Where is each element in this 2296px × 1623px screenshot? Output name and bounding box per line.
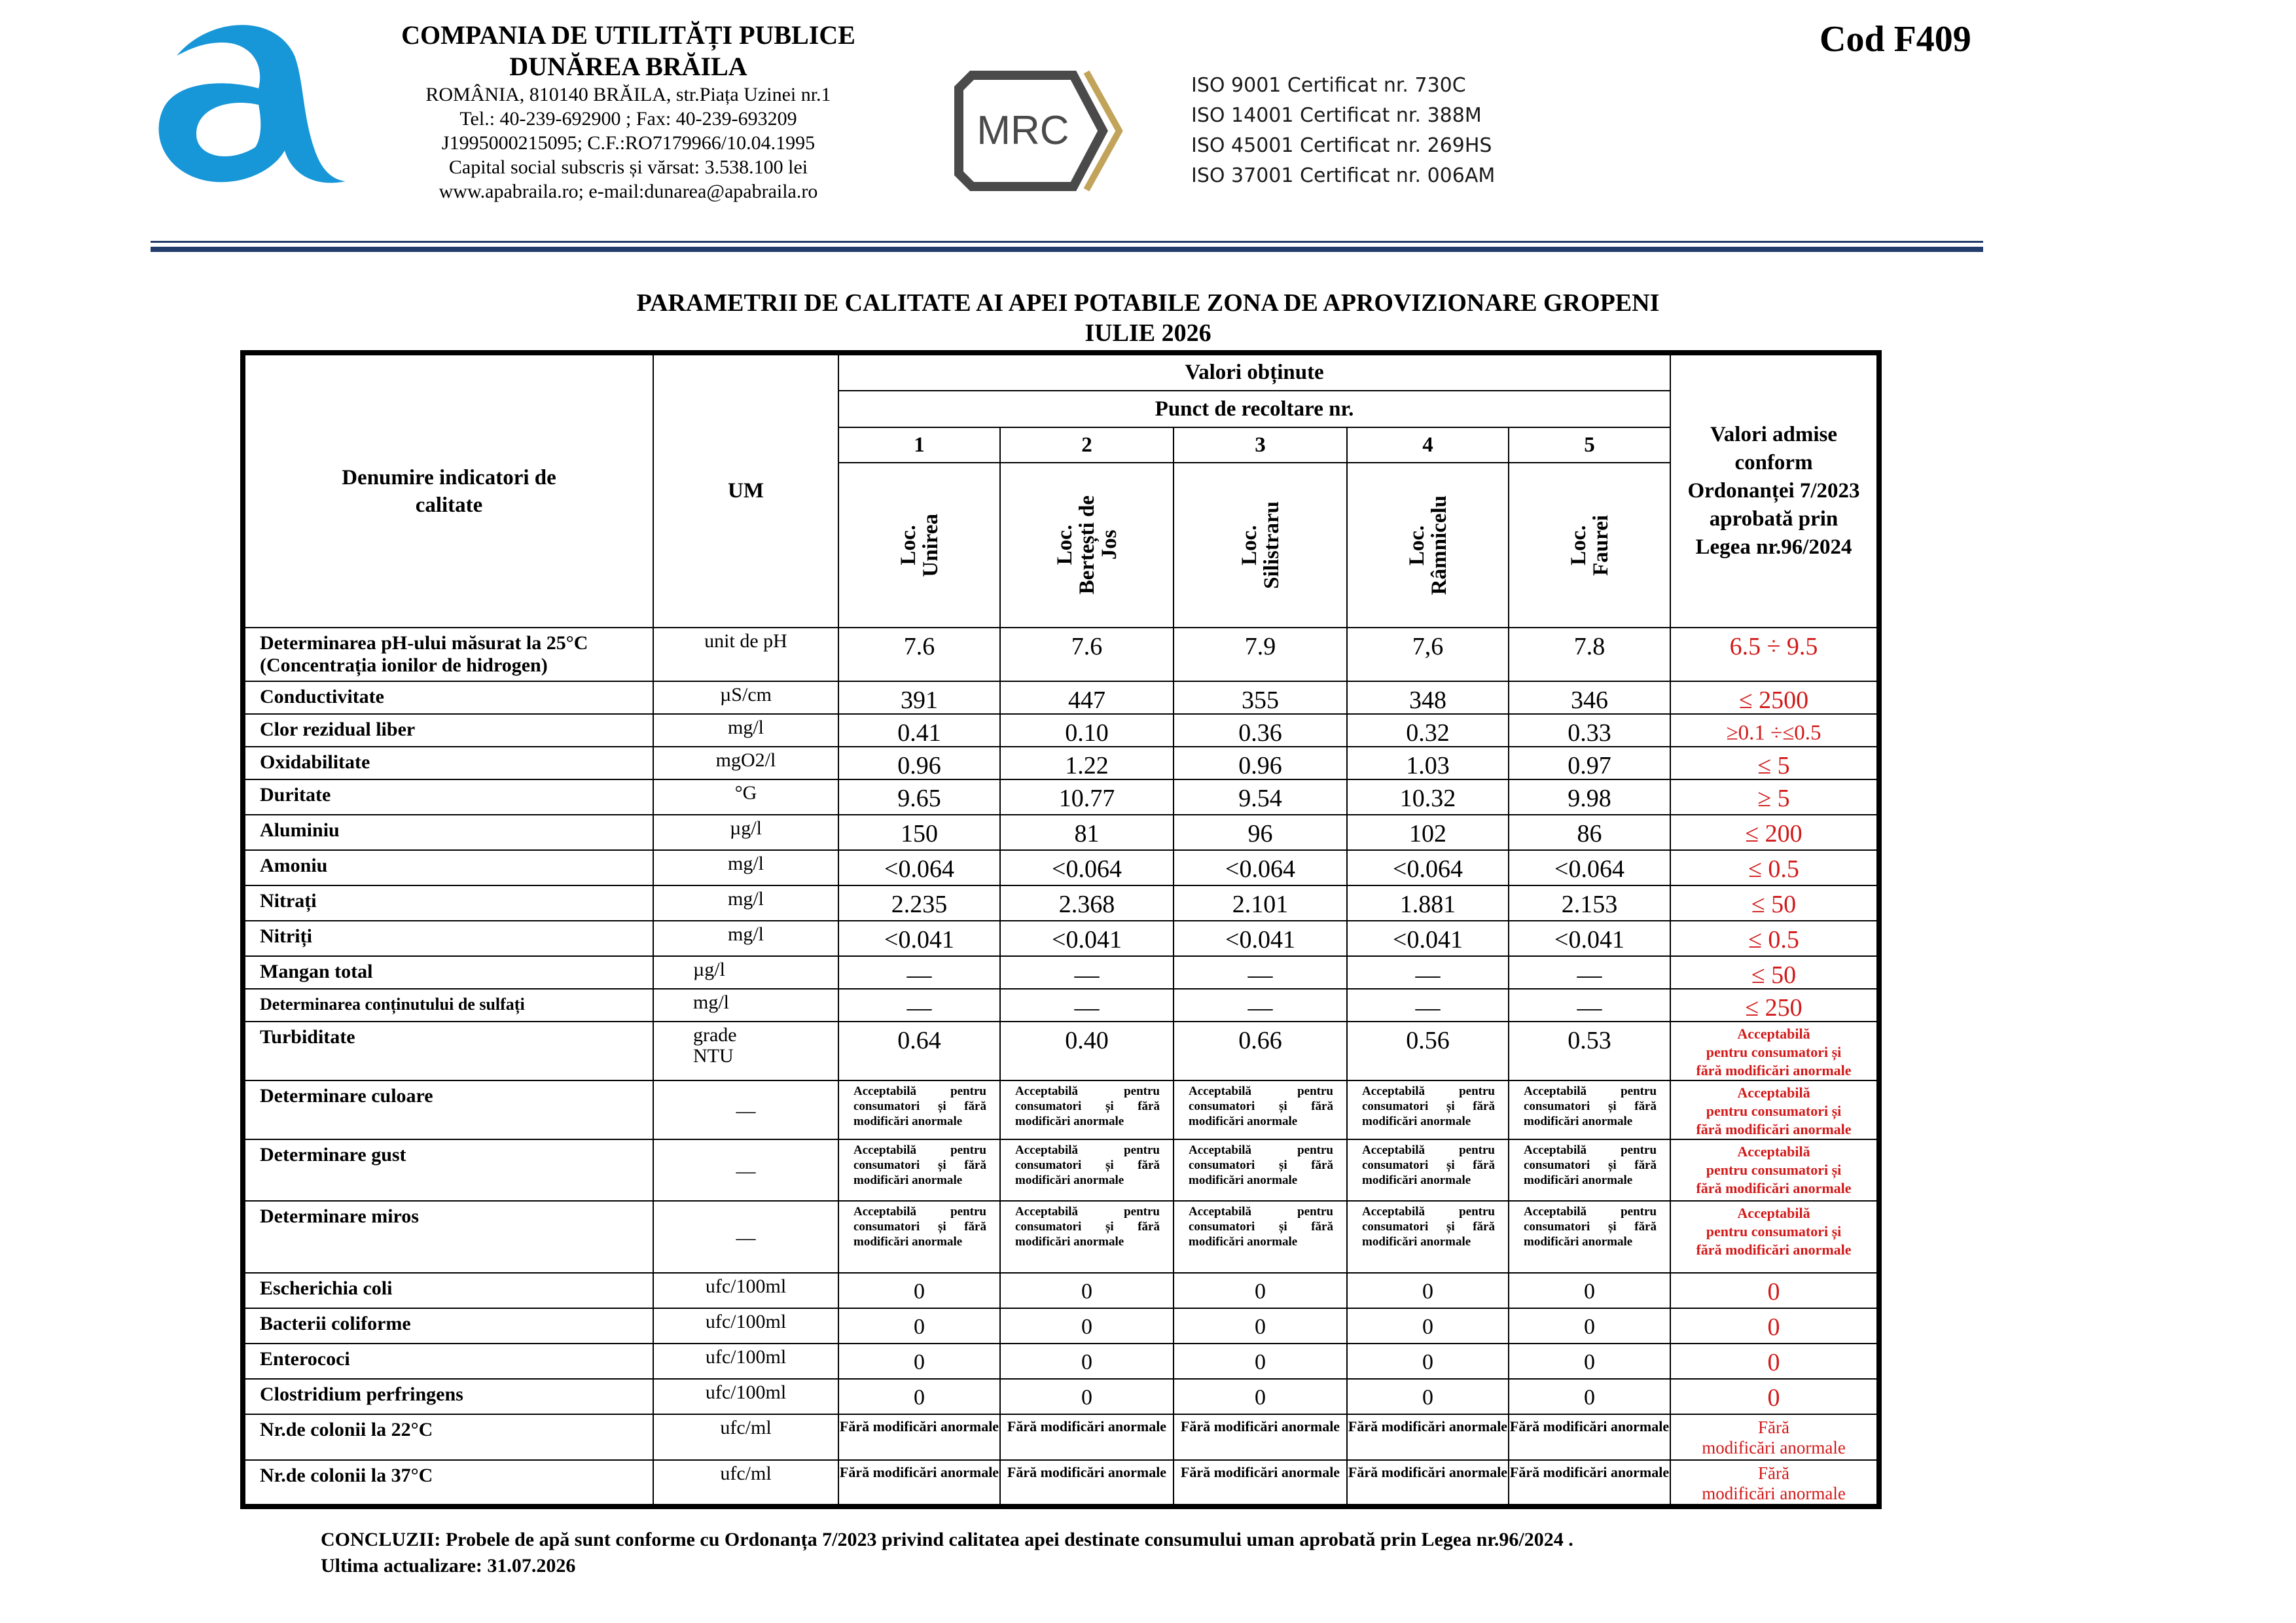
point-number: 2	[1000, 427, 1174, 463]
form-code: Cod F409	[1820, 19, 1971, 60]
indicator-um: mg/l	[653, 921, 838, 956]
value-cell: 0	[1000, 1273, 1174, 1308]
value-cell: 0.66	[1174, 1022, 1347, 1080]
indicator-name	[243, 628, 653, 681]
value-cell: <0.064	[1174, 850, 1347, 885]
value-cell: <0.041	[838, 921, 1000, 956]
table-row-turbidity	[243, 1022, 1879, 1080]
value-cell: 0	[1000, 1344, 1174, 1379]
indicator-um: ufc/100ml	[653, 1379, 838, 1414]
table-row-ph	[243, 628, 1879, 681]
indicator-um: ufc/100ml	[653, 1273, 838, 1308]
value-cell: Acceptabilă pentru consumatori și fără modificări anormale	[1509, 1201, 1670, 1273]
water-quality-table	[240, 350, 1882, 1509]
indicator-name: Turbiditate	[243, 1022, 653, 1080]
indicator-name: Nitrați	[243, 885, 653, 921]
indicator-um: mg/l	[653, 885, 838, 921]
location-bertestii-de-jos: Loc. Bertești de Jos	[1052, 495, 1121, 595]
value-cell: 0.53	[1509, 1022, 1670, 1080]
point-number: 3	[1174, 427, 1347, 463]
value-cell: 0.96	[1174, 747, 1347, 779]
value-cell: 0	[1347, 1344, 1509, 1379]
company-phone: Tel.: 40-239-692900 ; Fax: 40-239-693209	[459, 108, 797, 130]
company-capital: Capital social subscris și vărsat: 3.538.100 lei	[448, 156, 808, 178]
value-cell: 7.9	[1174, 628, 1347, 681]
limit-cell: ≤ 250	[1670, 989, 1879, 1022]
table-row-nitrites	[243, 921, 1879, 956]
table-row-colonies-22	[243, 1414, 1879, 1460]
value-cell: Fără modificări anormale	[1174, 1414, 1347, 1460]
value-cell: Acceptabilă pentru consumatori și fără modificări anormale	[838, 1080, 1000, 1139]
limit-cell: ≤ 0.5	[1670, 921, 1879, 956]
value-cell: Acceptabilă pentru consumatori și fără modificări anormale	[1174, 1201, 1347, 1273]
value-cell: 0	[1174, 1273, 1347, 1308]
value-cell: Acceptabilă pentru consumatori și fără modificări anormale	[1347, 1080, 1509, 1139]
location-faurei: Loc. Faurei	[1566, 514, 1613, 576]
value-cell: 0	[1509, 1308, 1670, 1344]
indicator-um: ufc/100ml	[653, 1344, 838, 1379]
indicator-um: mgO2/l	[653, 747, 838, 779]
limit-cell: 0	[1670, 1344, 1879, 1379]
value-cell: Acceptabilă pentru consumatori și fără modificări anormale	[1000, 1080, 1174, 1139]
value-cell: Acceptabilă pentru consumatori și fără modificări anormale	[1509, 1139, 1670, 1201]
value-cell: 7.6	[1000, 628, 1174, 681]
table-row-manganese	[243, 956, 1879, 989]
value-cell: Acceptabilă pentru consumatori și fără modificări anormale	[1347, 1201, 1509, 1273]
indicator-um: µg/l	[653, 956, 838, 989]
conclusion-text: CONCLUZII: Probele de apă sunt conforme cu Ordonanța 7/2023 privind calitatea apei destinate consumului uman aprobată prin Legea nr.96/2024 .	[321, 1529, 1573, 1550]
table-row-aluminium	[243, 815, 1879, 850]
value-cell: Fără modificări anormale	[838, 1460, 1000, 1507]
value-cell: 7.8	[1509, 628, 1670, 681]
value-cell: 2.153	[1509, 885, 1670, 921]
value-cell: 0	[838, 1344, 1000, 1379]
iso-37001: ISO 37001 Certificat nr. 006AM	[1191, 164, 1496, 187]
indicator-um: µS/cm	[653, 681, 838, 714]
value-cell: 0.64	[838, 1022, 1000, 1080]
title-month: IULIE 2026	[1085, 319, 1211, 347]
point-number: 5	[1509, 427, 1670, 463]
value-cell: Fără modificări anormale	[1347, 1414, 1509, 1460]
value-cell: —	[1347, 989, 1509, 1022]
value-cell: 0	[838, 1308, 1000, 1344]
limit-cell: ≤ 5	[1670, 747, 1879, 779]
table-row-colonies-37	[243, 1460, 1879, 1507]
value-cell: 1.881	[1347, 885, 1509, 921]
table-row-oxidability	[243, 747, 1879, 779]
header-rule-thin	[151, 241, 1983, 243]
company-logo	[151, 16, 347, 183]
indicator-um: °G	[653, 779, 838, 815]
value-cell: 0.33	[1509, 714, 1670, 747]
mrc-certification-logo	[939, 62, 1136, 200]
value-cell: Fără modificări anormale	[1347, 1460, 1509, 1507]
limit-cell: ≤ 2500	[1670, 681, 1879, 714]
indicator-name-line1: Determinarea pH-ului măsurat la 25°C	[260, 632, 588, 654]
document-title	[0, 288, 2296, 348]
value-cell: 150	[838, 815, 1000, 850]
indicator-name: Escherichia coli	[243, 1273, 653, 1308]
value-cell: 0	[1509, 1273, 1670, 1308]
indicator-name: Aluminiu	[243, 815, 653, 850]
value-cell: <0.041	[1000, 921, 1174, 956]
limit-cell: 0	[1670, 1308, 1879, 1344]
company-address: ROMÂNIA, 810140 BRĂILA, str.Piața Uzinei nr.1	[425, 84, 831, 105]
value-cell: 0	[1347, 1308, 1509, 1344]
value-cell: 9.54	[1174, 779, 1347, 815]
indicator-um: mg/l	[653, 714, 838, 747]
value-cell: 0	[838, 1273, 1000, 1308]
indicator-name: Clostridium perfringens	[243, 1379, 653, 1414]
indicator-name: Oxidabilitate	[243, 747, 653, 779]
value-cell: Acceptabilă pentru consumatori și fără modificări anormale	[1000, 1201, 1174, 1273]
value-cell: 447	[1000, 681, 1174, 714]
value-cell: 0	[1174, 1308, 1347, 1344]
indicator-name: Mangan total	[243, 956, 653, 989]
value-cell: 0.56	[1347, 1022, 1509, 1080]
value-cell: 7,6	[1347, 628, 1509, 681]
table-row-chlorine	[243, 714, 1879, 747]
table-row-enterococci	[243, 1344, 1879, 1379]
value-cell: 81	[1000, 815, 1174, 850]
point-number: 1	[838, 427, 1000, 463]
value-cell: 102	[1347, 815, 1509, 850]
limit-cell: 6.5 ÷ 9.5	[1670, 628, 1879, 681]
point-number: 4	[1347, 427, 1509, 463]
value-cell: 391	[838, 681, 1000, 714]
value-cell: 0	[1347, 1379, 1509, 1414]
value-cell: 10.32	[1347, 779, 1509, 815]
indicator-name: Bacterii coliforme	[243, 1308, 653, 1344]
value-cell: 1.22	[1000, 747, 1174, 779]
indicator-um: grade NTU	[653, 1022, 838, 1080]
indicator-um: —	[653, 1139, 838, 1201]
value-cell: 86	[1509, 815, 1670, 850]
location-header	[1000, 463, 1174, 628]
location-ramnicelu: Loc. Râmnicelu	[1405, 495, 1451, 596]
table-row-coliforms	[243, 1308, 1879, 1344]
iso-certifications	[1191, 71, 1495, 191]
header-rule-thick	[151, 247, 1983, 252]
value-cell: —	[1509, 989, 1670, 1022]
company-info	[367, 20, 890, 204]
value-cell: <0.041	[1347, 921, 1509, 956]
location-header	[1347, 463, 1509, 628]
value-cell: —	[1000, 989, 1174, 1022]
indicator-um: ufc/ml	[653, 1460, 838, 1507]
limit-cell: Fără modificări anormale	[1670, 1460, 1879, 1507]
value-cell: Fără modificări anormale	[1509, 1414, 1670, 1460]
indicator-name-line2: (Concentrația ionilor de hidrogen)	[260, 654, 548, 676]
table-row-clostridium	[243, 1379, 1879, 1414]
location-header	[1509, 463, 1670, 628]
value-cell: 10.77	[1000, 779, 1174, 815]
value-cell: Acceptabilă pentru consumatori și fără modificări anormale	[1000, 1139, 1174, 1201]
value-cell: 0	[1509, 1379, 1670, 1414]
iso-45001: ISO 45001 Certificat nr. 269HS	[1191, 134, 1492, 157]
indicator-name: Enterococi	[243, 1344, 653, 1379]
value-cell: 348	[1347, 681, 1509, 714]
limit-cell: ≤ 50	[1670, 956, 1879, 989]
limit-cell: ≥ 5	[1670, 779, 1879, 815]
value-cell: Fără modificări anormale	[1174, 1460, 1347, 1507]
indicator-name: Determinare gust	[243, 1139, 653, 1201]
limit-cell: ≤ 0.5	[1670, 850, 1879, 885]
value-cell: 355	[1174, 681, 1347, 714]
table-row-color	[243, 1080, 1879, 1139]
value-cell: 1.03	[1347, 747, 1509, 779]
company-registry: J1995000215095; C.F.:RO7179966/10.04.1995	[441, 132, 816, 154]
indicator-um: ufc/ml	[653, 1414, 838, 1460]
header-indicator-name: Denumire indicatori de calitate	[243, 353, 653, 628]
value-cell: 96	[1174, 815, 1347, 850]
value-cell: <0.064	[1509, 850, 1670, 885]
value-cell: —	[1347, 956, 1509, 989]
value-cell: 0	[1509, 1344, 1670, 1379]
value-cell: Acceptabilă pentru consumatori și fără modificări anormale	[1347, 1139, 1509, 1201]
value-cell: 9.65	[838, 779, 1000, 815]
table-row-conductivity	[243, 681, 1879, 714]
location-silistraru: Loc. Silistraru	[1237, 501, 1283, 589]
value-cell: 0.41	[838, 714, 1000, 747]
table-row-ammonium	[243, 850, 1879, 885]
limit-cell: Acceptabilă pentru consumatori și fără modificări anormale	[1670, 1201, 1879, 1273]
value-cell: <0.064	[1347, 850, 1509, 885]
value-cell: —	[1174, 956, 1347, 989]
indicator-name: Clor rezidual liber	[243, 714, 653, 747]
table-row-hardness	[243, 779, 1879, 815]
table-row-nitrates	[243, 885, 1879, 921]
limit-cell: Acceptabilă pentru consumatori și fără modificări anormale	[1670, 1022, 1879, 1080]
value-cell: 0	[1347, 1273, 1509, 1308]
indicator-name: Determinare miros	[243, 1201, 653, 1273]
value-cell: Fără modificări anormale	[838, 1414, 1000, 1460]
limit-cell: 0	[1670, 1379, 1879, 1414]
value-cell: —	[838, 989, 1000, 1022]
logo-wave-shape	[159, 25, 346, 183]
value-cell: Acceptabilă pentru consumatori și fără modificări anormale	[838, 1139, 1000, 1201]
indicator-um: µg/l	[653, 815, 838, 850]
value-cell: 0	[1174, 1379, 1347, 1414]
limit-cell: Acceptabilă pentru consumatori și fără modificări anormale	[1670, 1080, 1879, 1139]
value-cell: 0.36	[1174, 714, 1347, 747]
value-cell: Fără modificări anormale	[1000, 1460, 1174, 1507]
indicator-um: mg/l	[653, 850, 838, 885]
value-cell: Fără modificări anormale	[1509, 1460, 1670, 1507]
title-main: PARAMETRII DE CALITATE AI APEI POTABILE ZONA DE APROVIZIONARE GROPENI	[636, 289, 1660, 317]
value-cell: —	[1509, 956, 1670, 989]
value-cell: 0.96	[838, 747, 1000, 779]
value-cell: 0.10	[1000, 714, 1174, 747]
indicator-um: —	[653, 1201, 838, 1273]
value-cell: <0.041	[1174, 921, 1347, 956]
limit-cell: ≤ 200	[1670, 815, 1879, 850]
value-cell: 2.101	[1174, 885, 1347, 921]
header-values-obtained: Valori obținute	[838, 353, 1670, 391]
value-cell: 346	[1509, 681, 1670, 714]
last-updated: Ultima actualizare: 31.07.2026	[321, 1555, 576, 1577]
table-row-ecoli	[243, 1273, 1879, 1308]
indicator-name: Nitriți	[243, 921, 653, 956]
limit-cell: Fără modificări anormale	[1670, 1414, 1879, 1460]
value-cell: 2.235	[838, 885, 1000, 921]
value-cell: <0.064	[838, 850, 1000, 885]
limit-cell: Acceptabilă pentru consumatori și fără modificări anormale	[1670, 1139, 1879, 1201]
company-name: COMPANIA DE UTILITĂȚI PUBLICE	[401, 20, 855, 50]
value-cell: 9.98	[1509, 779, 1670, 815]
indicator-um: unit de pH	[653, 628, 838, 681]
indicator-name: Determinarea conținutului de sulfați	[243, 989, 653, 1022]
iso-9001: ISO 9001 Certificat nr. 730C	[1191, 74, 1466, 97]
value-cell: —	[838, 956, 1000, 989]
limit-cell: 0	[1670, 1273, 1879, 1308]
value-cell: —	[1174, 989, 1347, 1022]
value-cell: <0.041	[1509, 921, 1670, 956]
conclusions	[321, 1527, 1573, 1579]
value-cell: 2.368	[1000, 885, 1174, 921]
value-cell: 0	[1174, 1344, 1347, 1379]
value-cell: 0	[1000, 1379, 1174, 1414]
header-row-values	[243, 353, 1879, 391]
indicator-um: mg/l	[653, 989, 838, 1022]
indicator-name: Nr.de colonii la 37°C	[243, 1460, 653, 1507]
location-header	[838, 463, 1000, 628]
indicator-name: Amoniu	[243, 850, 653, 885]
mrc-logo-text: MRC	[977, 108, 1069, 153]
table-row-sulfates	[243, 989, 1879, 1022]
location-header	[1174, 463, 1347, 628]
indicator-name: Determinare culoare	[243, 1080, 653, 1139]
value-cell: 0	[838, 1379, 1000, 1414]
location-unirea: Loc. Unirea	[896, 513, 942, 577]
company-web: www.apabraila.ro; e-mail:dunarea@apabraila.ro	[439, 181, 818, 202]
value-cell: 0	[1000, 1308, 1174, 1344]
value-cell: —	[1000, 956, 1174, 989]
value-cell: Fără modificări anormale	[1000, 1414, 1174, 1460]
value-cell: Acceptabilă pentru consumatori și fără modificări anormale	[1174, 1139, 1347, 1201]
value-cell: <0.064	[1000, 850, 1174, 885]
value-cell: 0.32	[1347, 714, 1509, 747]
value-cell: Acceptabilă pentru consumatori și fără modificări anormale	[838, 1201, 1000, 1273]
value-cell: Acceptabilă pentru consumatori și fără modificări anormale	[1174, 1080, 1347, 1139]
indicator-name: Duritate	[243, 779, 653, 815]
indicator-um: ufc/100ml	[653, 1308, 838, 1344]
limit-cell: ≥0.1 ÷≤0.5	[1670, 714, 1879, 747]
table-row-smell	[243, 1201, 1879, 1273]
table-row-taste	[243, 1139, 1879, 1201]
value-cell: 0.97	[1509, 747, 1670, 779]
value-cell: 0.40	[1000, 1022, 1174, 1080]
indicator-um: —	[653, 1080, 838, 1139]
company-name-city: DUNĂREA BRĂILA	[509, 52, 747, 81]
header-admitted-limits: Valori admise conform Ordonanței 7/2023 aprobată prin Legea nr.96/2024	[1670, 353, 1879, 628]
limit-cell: ≤ 50	[1670, 885, 1879, 921]
indicator-name: Conductivitate	[243, 681, 653, 714]
iso-14001: ISO 14001 Certificat nr. 388M	[1191, 104, 1482, 127]
value-cell: 7.6	[838, 628, 1000, 681]
header-sampling-point: Punct de recoltare nr.	[838, 391, 1670, 427]
value-cell: Acceptabilă pentru consumatori și fără modificări anormale	[1509, 1080, 1670, 1139]
indicator-name: Nr.de colonii la 22°C	[243, 1414, 653, 1460]
header-um: UM	[653, 353, 838, 628]
